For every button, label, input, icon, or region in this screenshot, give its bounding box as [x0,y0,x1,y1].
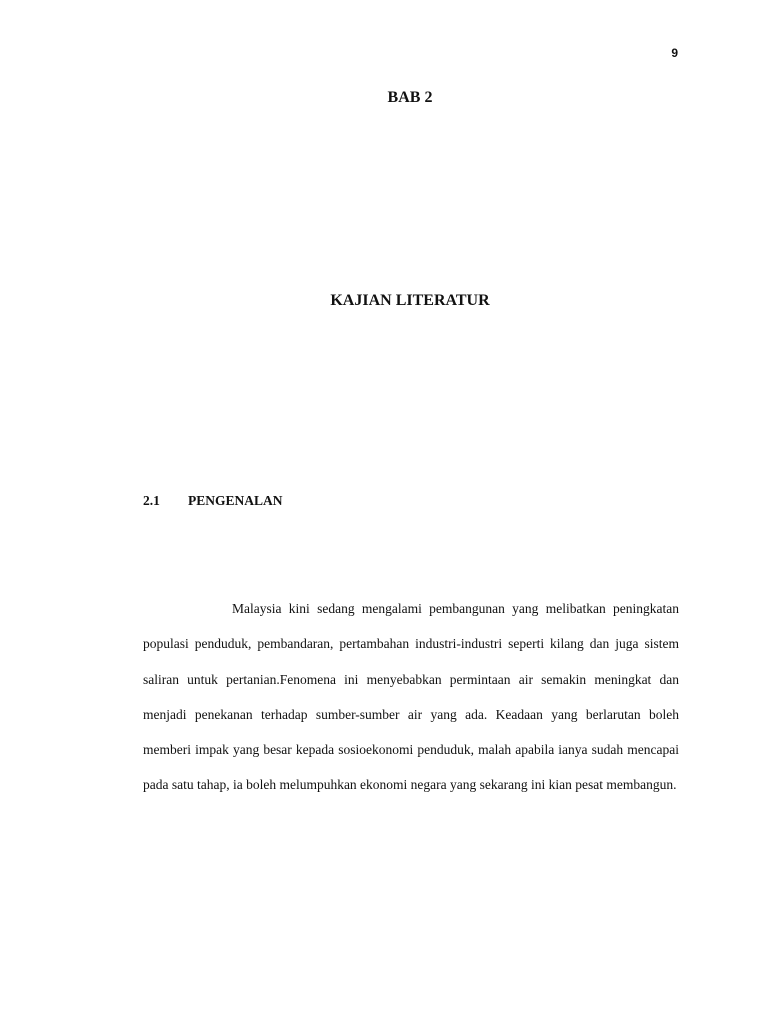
section-heading [143,493,283,509]
section-title: PENGENALAN [188,493,283,508]
chapter-title: KAJIAN LITERATUR [330,292,490,309]
body-paragraph: Malaysia kini sedang mengalami pembangunan yang melibatkan peningkatan populasi penduduk, pembandaran, pertambahan industri-industri seperti kilang dan juga sistem saliran untuk pertanian.Fenomena ini menyebabkan permintaan air semakin meningkat dan menjadi penekanan terhadap sumber-sumber air yang ada. Keadaan yang berlarutan boleh memberi impak yang besar kepada sosioekonomi penduduk, malah apabila ianya sudah mencapai pada satu tahap, ia boleh melumpuhkan ekonomi negara yang sekarang ini kian pesat membangun. [143,601,679,793]
chapter-label: BAB 2 [387,89,433,106]
section-number: 2.1 [143,493,160,508]
page-number: 9 [671,46,678,60]
